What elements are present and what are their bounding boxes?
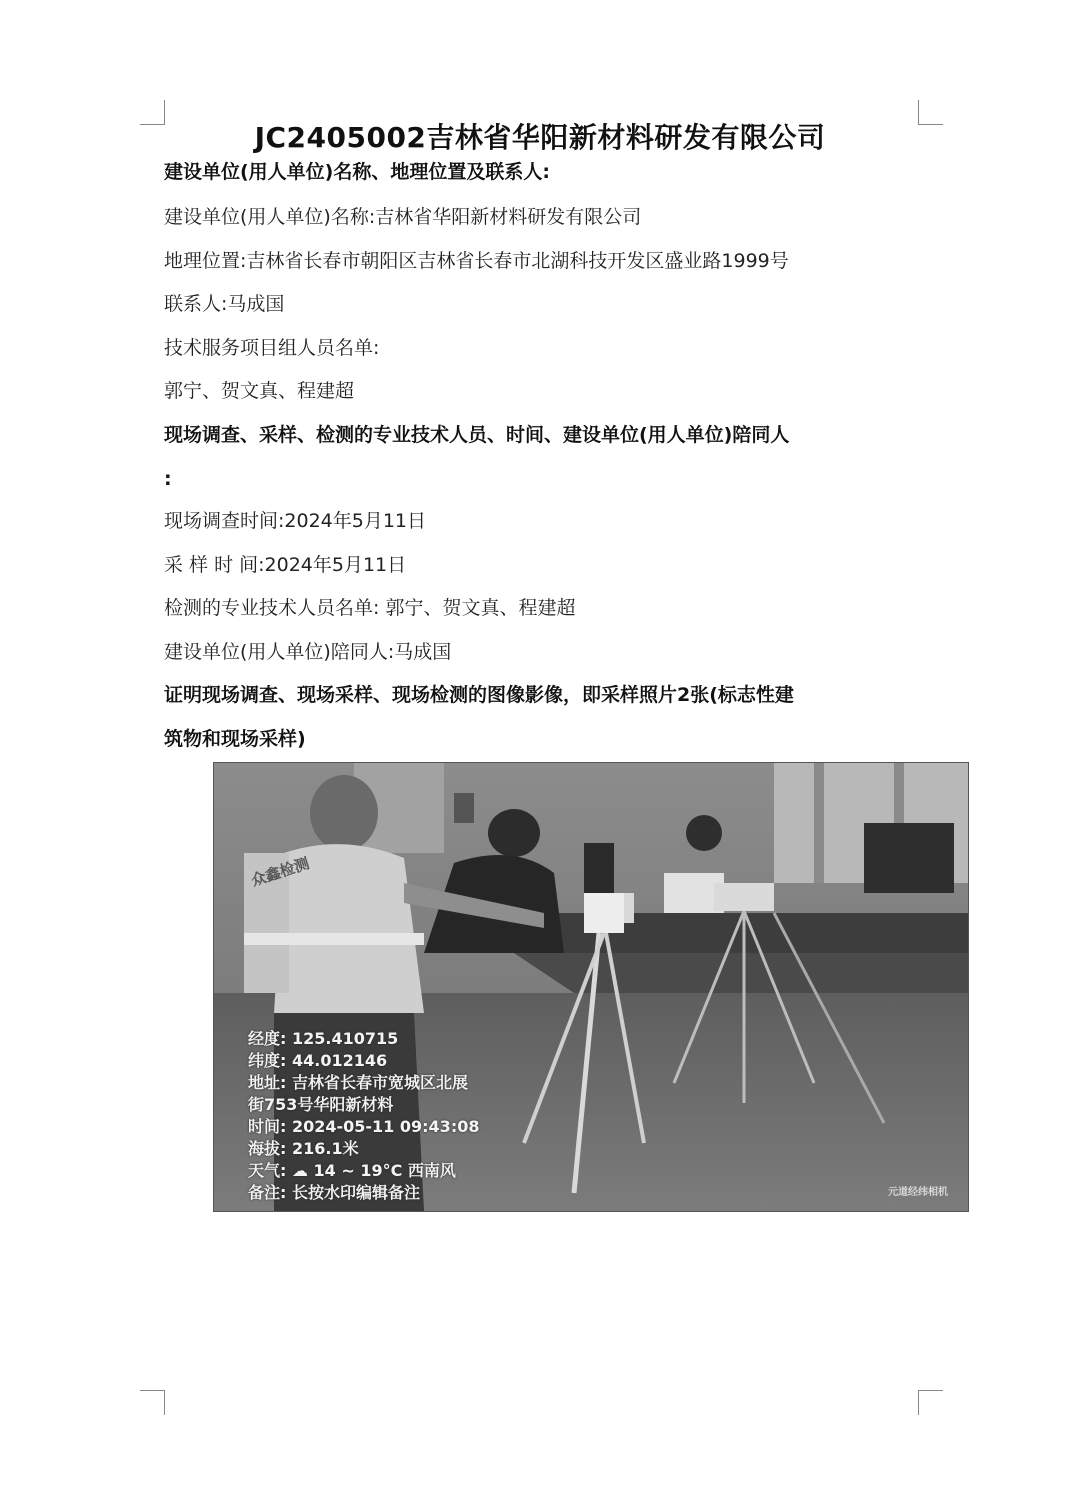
body-line: 地理位置:吉林省长春市朝阳区吉林省长春市北湖科技开发区盛业路1999号 bbox=[164, 250, 789, 272]
watermark-line: 备注: 长按水印编辑备注 bbox=[248, 1183, 420, 1202]
body-line: 建设单位(用人单位)名称:吉林省华阳新材料研发有限公司 bbox=[164, 206, 642, 228]
body-line: 建设单位(用人单位)名称、地理位置及联系人: bbox=[164, 161, 550, 183]
watermark-line: 天气: ☁ 14 ~ 19°C 西南风 bbox=[248, 1161, 456, 1180]
body-line: 郭宁、贺文真、程建超 bbox=[164, 380, 355, 402]
body-line: 筑物和现场采样) bbox=[164, 728, 306, 750]
site-sampling-photo bbox=[213, 762, 969, 1212]
body-line: 现场调查时间:2024年5月11日 bbox=[164, 510, 427, 532]
body-line: 采 样 时 间:2024年5月11日 bbox=[164, 554, 407, 576]
watermark-line: 地址: 吉林省长春市宽城区北展 bbox=[248, 1073, 468, 1092]
body-line: : bbox=[164, 468, 172, 490]
crop-mark-bottom-left bbox=[140, 1390, 165, 1415]
crop-mark-bottom-right bbox=[918, 1390, 943, 1415]
camera-stamp: 元道经纬相机 bbox=[888, 1187, 948, 1198]
body-line: 检测的专业技术人员名单: 郭宁、贺文真、程建超 bbox=[164, 597, 576, 619]
watermark-line: 时间: 2024-05-11 09:43:08 bbox=[248, 1117, 480, 1136]
watermark-line: 海拔: 216.1米 bbox=[248, 1139, 359, 1158]
body-line: 现场调查、采样、检测的专业技术人员、时间、建设单位(用人单位)陪同人 bbox=[164, 424, 790, 446]
document-title: JC2405002吉林省华阳新材料研发有限公司 bbox=[254, 121, 826, 154]
watermark-line: 纬度: 44.012146 bbox=[248, 1051, 388, 1070]
body-line: 证明现场调查、现场采样、现场检测的图像影像，即采样照片2张(标志性建 bbox=[164, 684, 794, 706]
vest-logo-text: 众鑫检测 bbox=[248, 854, 312, 890]
body-line: 技术服务项目组人员名单: bbox=[164, 337, 380, 359]
watermark-line: 街753号华阳新材料 bbox=[248, 1095, 394, 1114]
body-line: 联系人:马成国 bbox=[164, 293, 285, 315]
body-line: 建设单位(用人单位)陪同人:马成国 bbox=[164, 641, 452, 663]
watermark-line: 经度: 125.410715 bbox=[248, 1029, 399, 1048]
